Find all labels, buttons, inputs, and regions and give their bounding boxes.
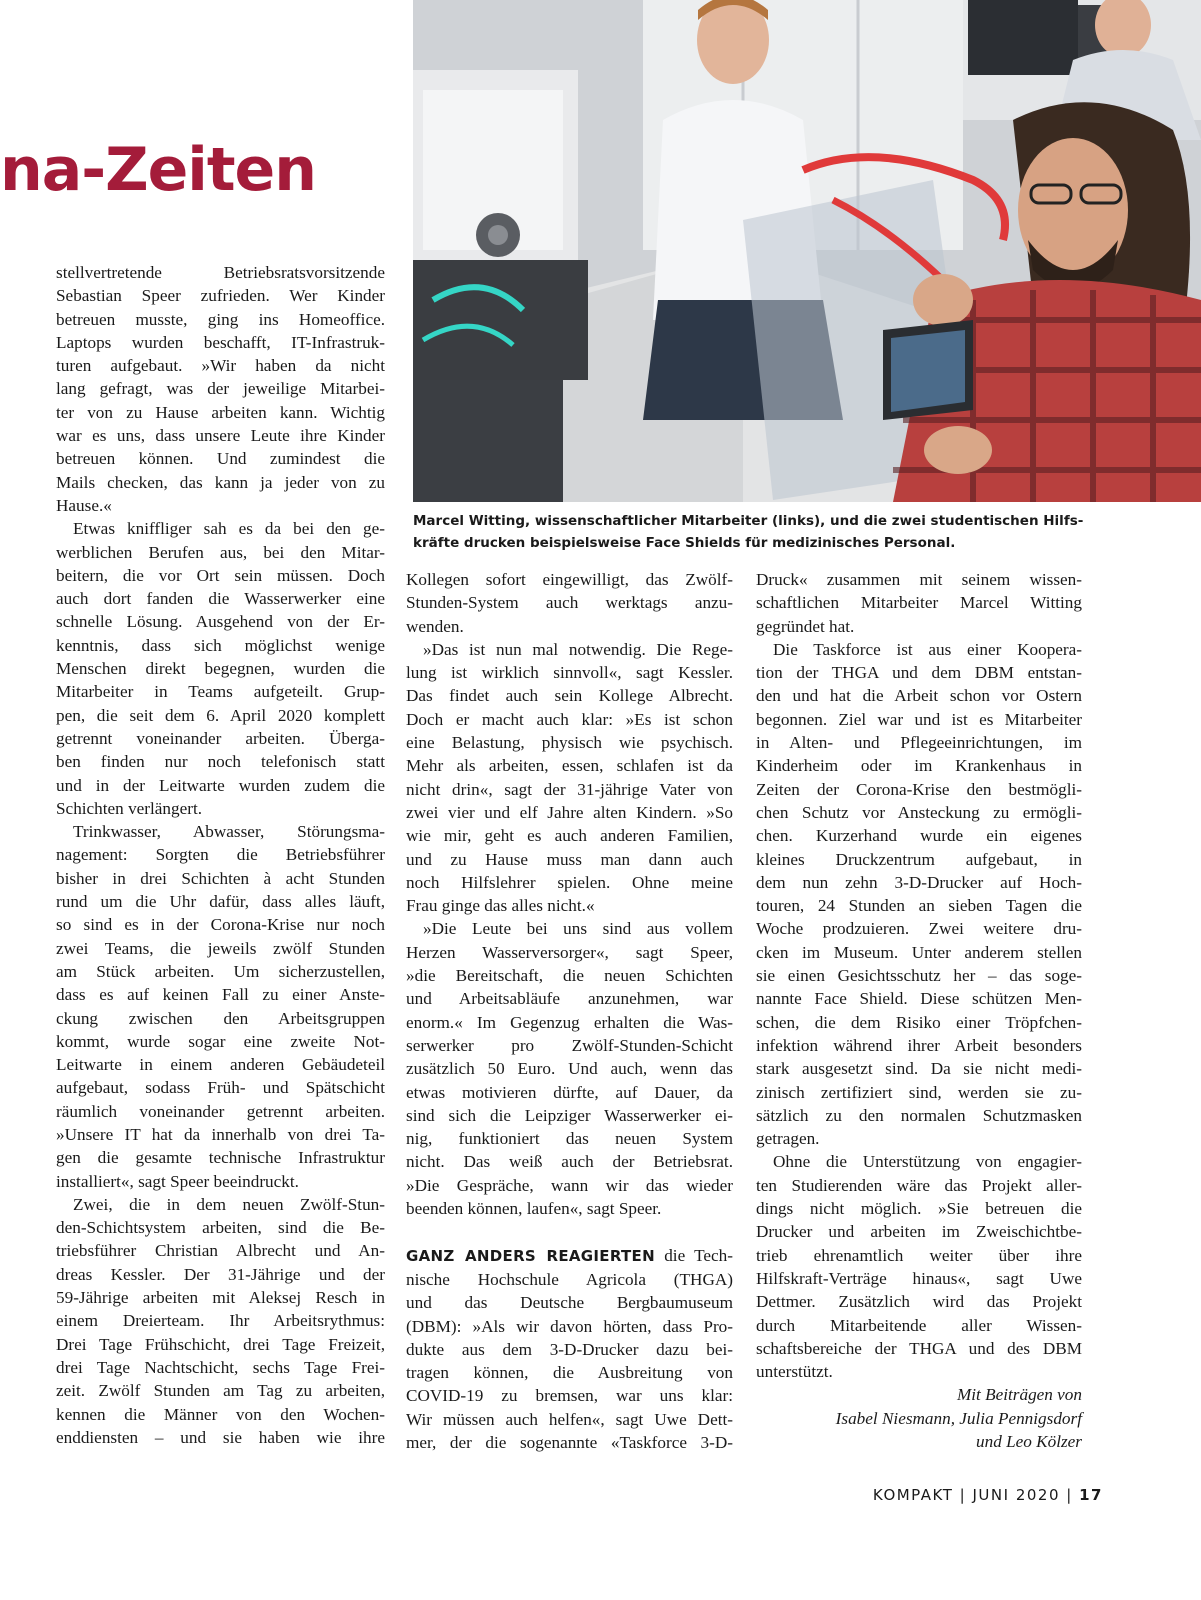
text-line: Das findet auch sein Kollege Albrecht. — [406, 686, 733, 706]
text-line: Zeiten der Corona-Krise den bestmögli- — [756, 779, 1082, 799]
text-line: touren, 24 Stunden an sieben Tagen die — [756, 896, 1082, 916]
text-line: Laptops wurden beschafft, IT-Infrastruk- — [56, 332, 385, 352]
text-line — [406, 1244, 733, 1268]
text-line: Wir müssen auch helfen«, sagt Uwe Dett- — [406, 1409, 733, 1429]
text-line: und zu Hause muss man dann auch — [406, 849, 733, 869]
text-line: »Die Gespräche, wann wir das wieder — [406, 1175, 733, 1195]
text-line: ter von zu Hause arbeiten kann. Wichtig — [56, 402, 385, 422]
article-column-1 — [56, 261, 385, 1449]
text-line: Hause.« — [56, 495, 112, 515]
text-line: einem Dreierteam. Ihr Arbeitsrythmus: — [56, 1311, 385, 1331]
text-line: beenden können, laufen«, sagt Speer. — [406, 1199, 662, 1219]
text-line: Kinderheim oder im Krankenhaus in — [756, 756, 1082, 776]
text-line: kenntnis, dass sich möglichst wenige — [56, 635, 385, 655]
text-line: in Alten- und Pflegeeinrichtungen, im — [756, 733, 1082, 753]
paragraph-gap — [406, 1220, 733, 1243]
text-line: Frau ginge das alles nicht.« — [406, 896, 595, 916]
text-line: Mehr als arbeiten, essen, schlafen ist da — [406, 756, 733, 776]
text-line: schaftlichen Mitarbeiter Marcel Witting — [756, 593, 1082, 613]
footer-separator: | — [959, 1486, 967, 1504]
text-line: kleines Druckzentrum aufgebaut, in — [756, 849, 1082, 869]
text-line: betreuen musste, ging ins Homeoffice. — [56, 309, 385, 329]
text-line: Drucker und arbeiten im Zweischichtbe- — [756, 1222, 1082, 1242]
text-line: ten Studierenden wäre das Projekt aller- — [756, 1175, 1082, 1195]
text-line: nig, funktioniert das neuen System — [406, 1129, 733, 1149]
text-line: drei Tage Nachtschicht, sechs Tage Frei- — [56, 1357, 385, 1377]
text-line: sie einen Gesichtsschutz her – das soge- — [756, 966, 1082, 986]
text-line: schaftsbereiche der THGA und des DBM — [756, 1338, 1082, 1358]
text-line: »Die Leute bei uns sind aus vollem — [423, 919, 733, 939]
text-line: stark ausgesetzt sind. Da sie nicht medi- — [756, 1059, 1082, 1079]
article-column-2 — [406, 568, 733, 1454]
article-photo — [413, 0, 1201, 502]
text-line: Herzen Wasserversorger«, sagt Speer, — [406, 942, 733, 962]
text-line: dem nun zehn 3-D-Drucker auf Hoch- — [756, 872, 1082, 892]
article-column-3 — [756, 568, 1082, 1453]
page-number: 17 — [1079, 1486, 1103, 1504]
text-line: lung ist wirklich sinnvoll«, sagt Kessler. — [406, 663, 733, 683]
text-line: Sebastian Speer zufrieden. Wer Kinder — [56, 286, 385, 306]
text-line: nicht. Das weiß auch der Betriebsrat. — [406, 1152, 733, 1172]
text-line: Dettmer. Zusätzlich wird das Projekt — [756, 1292, 1082, 1312]
text-line: war es uns, dass unsere Leute ihre Kinder — [56, 426, 385, 446]
text-line: Zwei, die in dem neuen Zwölf-Stun- — [73, 1194, 385, 1214]
text-line: den-Schichtsystem arbeiten, sind die Be- — [56, 1218, 385, 1238]
subheading: GANZ ANDERS REAGIERTEN — [406, 1246, 655, 1265]
text-line: nische Hochschule Agricola (THGA) — [406, 1269, 733, 1289]
text-line: 59-Jährige arbeiten mit Aleksej Resch in — [56, 1288, 385, 1308]
text-line: rund um die Uhr dafür, dass alles läuft, — [56, 892, 385, 912]
text-line: mer, der die sogenannte «Taskforce 3-D- — [406, 1432, 733, 1452]
text-line: Trinkwasser, Abwasser, Störungsma- — [73, 822, 385, 842]
caption-line: kräfte drucken beispielsweise Face Shields für medizinisches Personal. — [413, 535, 956, 551]
text-line: (DBM): »Als wir davon hörten, dass Pro- — [406, 1316, 733, 1336]
text-line: wie mir, geht es auch anderen Familien, — [406, 826, 733, 846]
text-line: Drei Tage Frühschicht, drei Tage Freizeit, — [56, 1334, 385, 1354]
text-line: zwei vier und elf Jahre alten Kindern. »So — [406, 802, 733, 822]
text-line: und das Deutsche Bergbaumuseum — [406, 1293, 733, 1313]
text-line: chen Schutz vor Ansteckung zu ermögli- — [756, 802, 1082, 822]
text-line: installiert«, sagt Speer beeindruckt. — [56, 1171, 299, 1191]
text-line: stellvertretende Betriebsratsvorsitzende — [56, 263, 385, 282]
text-line: eine Belastung, physisch wie psychisch. — [406, 733, 733, 753]
text-line: zeit. Zwölf Stunden am Tag zu arbeiten, — [56, 1381, 385, 1401]
text-line: enddiensten – und sie haben wie ihre — [56, 1427, 385, 1447]
text-line: zusätzlich 50 Euro. Und auch, wenn das — [406, 1059, 733, 1079]
text-line: nagement: Sorgten die Betriebsführer — [56, 845, 385, 865]
text-line: wenden. — [406, 616, 464, 636]
text-line: enorm.« Im Gegenzug erhalten die Was- — [406, 1012, 733, 1032]
text-line: und in der Leitwarte wurden zudem die — [56, 775, 385, 795]
text-line: trieb ehrenamtlich weiter über ihre — [756, 1245, 1082, 1265]
text-line: tion der THGA und dem DBM entstan- — [756, 663, 1082, 683]
text-line: Stunden-System auch werktags anzu- — [406, 593, 733, 613]
text-line: schnelle Lösung. Ausgehend von der Er- — [56, 612, 385, 632]
text-line: beitern, die vor Ort sein müssen. Doch — [56, 565, 385, 585]
text-line: lang gefragt, was der jeweilige Mitarbei- — [56, 379, 385, 399]
text-line: Etwas kniffliger sah es da bei den ge- — [73, 519, 385, 539]
issue-date: JUNI 2020 — [972, 1486, 1060, 1504]
text-line: werblichen Berufen aus, bei den Mitar- — [56, 542, 385, 562]
photo-3d-printing-lab-icon — [413, 0, 1201, 502]
text-line: Kollegen sofort eingewilligt, das Zwölf- — [406, 570, 733, 589]
page-footer — [873, 1486, 1103, 1504]
text-line: Ohne die Unterstützung von engagier- — [773, 1152, 1082, 1172]
text-line: begonnen. Ziel war und ist es Mitarbeiter — [756, 709, 1082, 729]
text-line: unterstützt. — [756, 1362, 833, 1382]
text-line: bisher in drei Schichten à acht Stunden — [56, 868, 385, 888]
text-line: chen. Kurzerhand wurde ein eigenes — [756, 826, 1082, 846]
text-line: zwei Teams, die jeweils zwölf Stunden — [56, 938, 385, 958]
text-line: tragen können, die Ausbreitung von — [406, 1363, 733, 1383]
text-line: cken im Museum. Unter anderem stellen — [756, 942, 1082, 962]
text-line: kommt, wurde sogar eine zweite Not- — [56, 1031, 385, 1051]
text-line: infektion während ihrer Arbeit besonders — [756, 1035, 1082, 1055]
text-line: räumlich voneinander getrennt arbeiten. — [56, 1101, 385, 1121]
author-credit: Mit Beiträgen von — [956, 1385, 1082, 1405]
text-line: »Das ist nun mal notwendig. Die Rege- — [423, 639, 733, 659]
text-line: triebsführer Christian Albrecht und An- — [56, 1241, 385, 1261]
subheading-continuation: die Tech- — [664, 1245, 734, 1265]
page-headline: na-Zeiten — [0, 135, 316, 205]
text-line: nicht drin«, sagt der 31-jährige Vater von — [406, 779, 733, 799]
text-line: getragen. — [756, 1129, 820, 1149]
text-line: dreas Kessler. Der 31-Jährige und der — [56, 1264, 385, 1284]
text-line: zinisch zertifiziert sind, werden sie zu- — [756, 1082, 1082, 1102]
text-line: Menschen direkt begegnen, wurden die — [56, 659, 385, 679]
text-line: Mitarbeiter in Teams aufgeteilt. Grup- — [56, 682, 385, 702]
text-line: am Stück arbeiten. Um sicherzustellen, — [56, 961, 385, 981]
text-line: etwas motivieren dürfte, auf Dauer, da — [406, 1082, 733, 1102]
text-line: Schichten verlängert. — [56, 798, 203, 818]
text-line: auch dort fanden die Wasserwerker eine — [56, 589, 385, 609]
text-line: kennen die Männer von den Wochen- — [56, 1404, 385, 1424]
text-line: Hilfskraft-Verträge hinaus«, sagt Uwe — [756, 1268, 1082, 1288]
text-line: »Unsere IT hat da innerhalb von drei Ta- — [56, 1124, 385, 1144]
text-line: noch Hilfslehrer spielen. Ohne meine — [406, 872, 733, 892]
text-line: Woche prodzuieren. Zwei weitere dru- — [756, 919, 1082, 939]
text-line: sätzlich zu den normalen Schutzmasken — [756, 1105, 1082, 1125]
photo-caption — [413, 510, 1153, 554]
caption-line: Marcel Witting, wissenschaftlicher Mitarbeiter (links), und die zwei studentischen Hilfs- — [413, 513, 1084, 529]
text-line: nannte Face Shield. Diese schützen Men- — [756, 989, 1082, 1009]
text-line: turen aufgebaut. »Wir haben da nicht — [56, 356, 385, 376]
text-line: ckung zwischen den Arbeitsgruppen — [56, 1008, 385, 1028]
text-line: getrennt voneinander arbeiten. Überga- — [56, 728, 385, 748]
text-line: Doch er macht auch klar: »Es ist schon — [406, 709, 733, 729]
text-line: serwerker pro Zwölf-Stunden-Schicht — [406, 1035, 733, 1055]
magazine-name: KOMPAKT — [872, 1486, 954, 1504]
text-line: aufgebaut, sodass Früh- und Spätschicht — [56, 1078, 385, 1098]
text-line: und Arbeitsabläufe anzunehmen, war — [406, 989, 733, 1009]
text-line: Die Taskforce ist aus einer Koopera- — [773, 639, 1082, 659]
text-line: ben finden nur noch telefonisch statt — [56, 752, 385, 772]
text-line: den und hat die Arbeit schon vor Ostern — [756, 686, 1082, 706]
text-line: gen die gesamte technische Infrastruktur — [56, 1148, 385, 1168]
text-line: dass es auf keinen Fall zu einer Anste- — [56, 985, 385, 1005]
text-line: dukte aus dem 3-D-Drucker dazu bei- — [406, 1339, 733, 1359]
text-line: COVID-19 zu bremsen, war uns klar: — [406, 1386, 733, 1406]
text-line: Mails checken, das kann ja jeder von zu — [56, 472, 385, 492]
text-line: so sind es in der Corona-Krise nur noch — [56, 915, 385, 935]
text-line: betreuen können. Und zumindest die — [56, 449, 385, 469]
text-line: Druck« zusammen mit seinem wissen- — [756, 570, 1082, 589]
text-line: Leitwarte in einem anderen Gebäudeteil — [56, 1055, 385, 1075]
text-line: pen, die seit dem 6. April 2020 komplett — [56, 705, 385, 725]
text-line: gegründet hat. — [756, 616, 855, 636]
text-line: dings nicht möglich. »Sie betreuen die — [756, 1199, 1082, 1219]
text-line: durch Mitarbeitende aller Wissen- — [756, 1315, 1082, 1335]
author-credit: und Leo Kölzer — [976, 1431, 1082, 1451]
text-line: »die Bereitschaft, die neuen Schichten — [406, 966, 733, 986]
footer-separator: | — [1066, 1486, 1073, 1504]
author-credit: Isabel Niesmann, Julia Pennigsdorf — [835, 1408, 1082, 1428]
text-line: schen, die dem Risiko einer Tröpfchen- — [756, 1012, 1082, 1032]
text-line: sind sich die Leipziger Wasserwerker ei- — [406, 1105, 733, 1125]
